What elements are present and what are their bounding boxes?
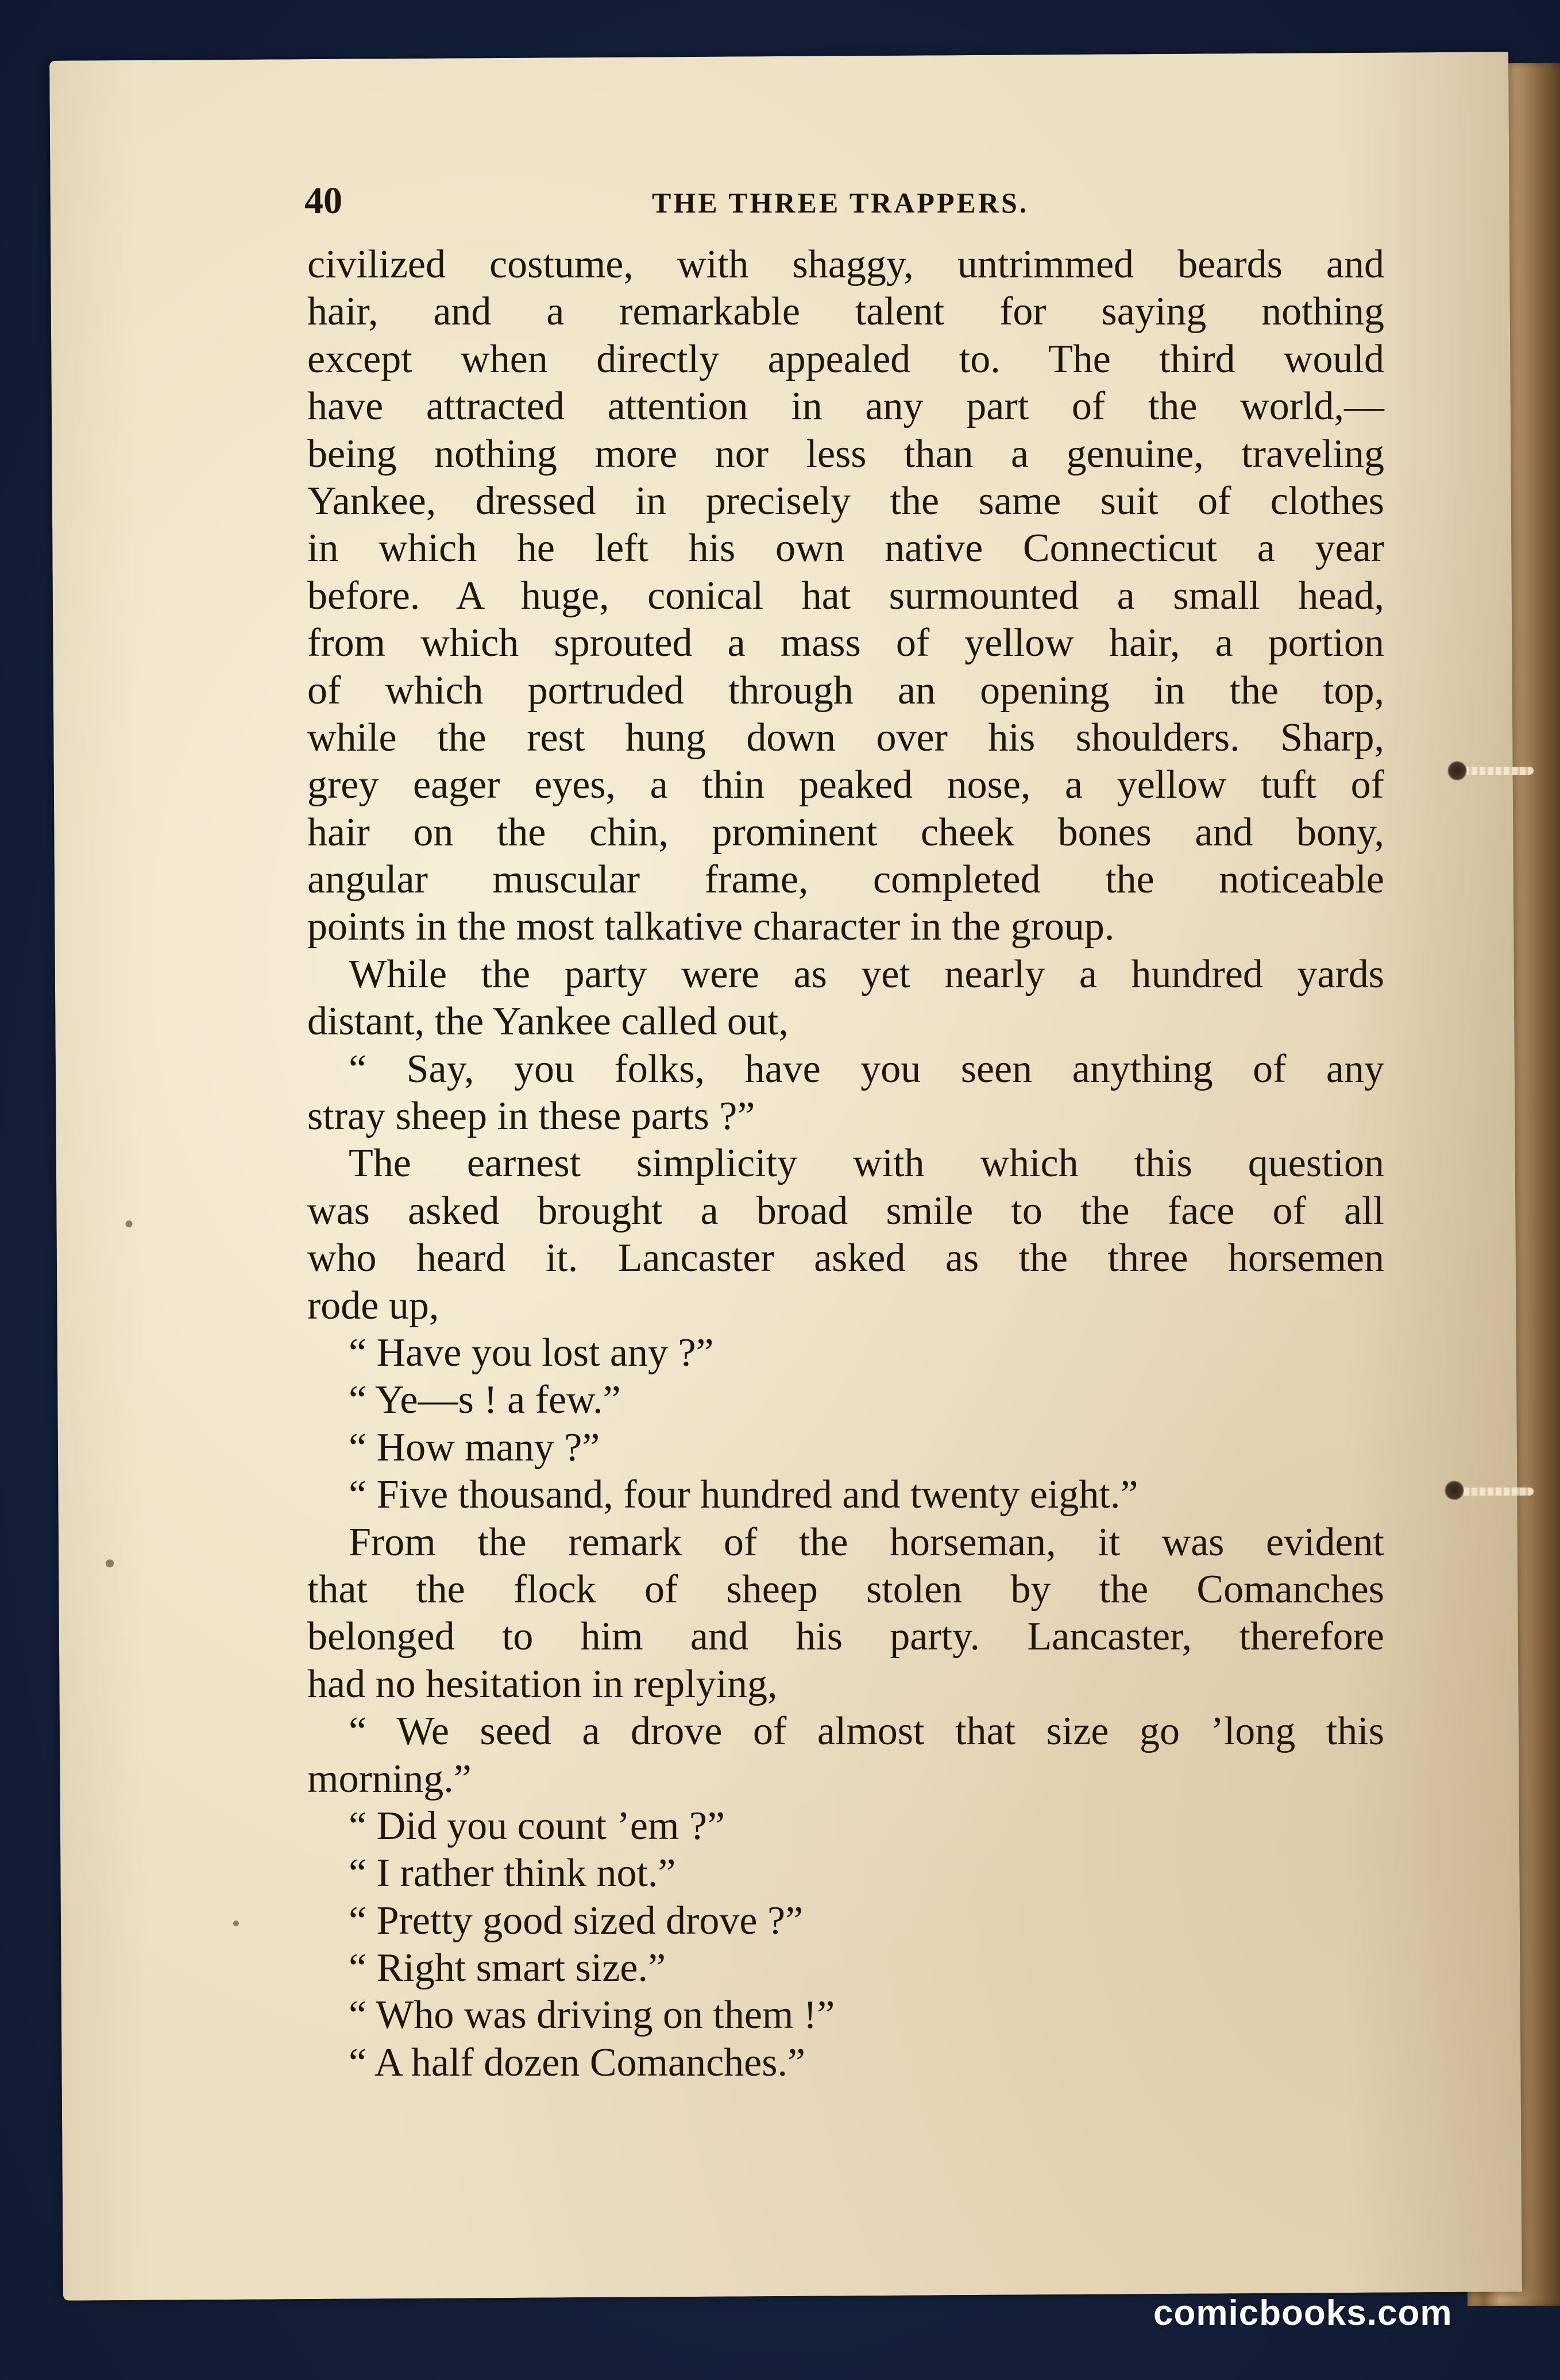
text-line: The earnest simplicity with which this question	[349, 1141, 1384, 1186]
text-line: while the rest hung down over his shoulders. Sharp,	[307, 715, 1384, 760]
binding-knot	[1445, 1481, 1464, 1500]
text-line: points in the most talkative character in the group.	[307, 905, 1115, 949]
text-line: morning.”	[307, 1756, 472, 1801]
body-text	[307, 241, 1384, 2087]
text-line: except when directly appealed to. The third would	[307, 337, 1384, 381]
text-line: While the party were as yet nearly a hundred yards	[349, 952, 1384, 996]
running-head: THE THREE TRAPPERS.	[652, 187, 1029, 219]
page-header	[304, 179, 1396, 225]
text-line: From the remark of the horseman, it was evident	[349, 1520, 1384, 1564]
text-line: distant, the Yankee called out,	[307, 999, 789, 1044]
text-line: “ A half dozen Comanches.”	[349, 2040, 806, 2085]
text-line: “ Did you count ’em ?”	[349, 1803, 725, 1848]
paper-speck	[125, 1220, 132, 1227]
text-line: have attracted attention in any part of the world,—	[307, 384, 1384, 429]
text-line: “ Say, you folks, have you seen anything of any	[349, 1046, 1384, 1091]
text-line: before. A huge, conical hat surmounted a small head,	[307, 573, 1384, 618]
text-line: angular muscular frame, completed the noticeable	[307, 857, 1384, 902]
page-number: 40	[304, 180, 342, 222]
text-line: Yankee, dressed in precisely the same suit of clothes	[307, 478, 1384, 523]
text-line: being nothing more nor less than a genuine, traveling	[307, 431, 1384, 476]
text-line: hair on the chin, prominent cheek bones and bony,	[307, 810, 1384, 855]
site-watermark: comicbooks.com	[1153, 2293, 1453, 2333]
paper-speck	[233, 1921, 239, 1926]
text-line: in which he left his own native Connecticut a year	[307, 526, 1384, 571]
text-line: “ We seed a drove of almost that size go ’long this	[349, 1709, 1384, 1754]
text-line: “ How many ?”	[349, 1425, 600, 1470]
text-line: who heard it. Lancaster asked as the three horsemen	[307, 1236, 1384, 1281]
text-line: hair, and a remarkable talent for saying nothing	[307, 289, 1384, 334]
text-line: “ Right smart size.”	[349, 1946, 666, 1991]
text-line: “ Who was driving on them !”	[349, 1993, 835, 2038]
text-line: stray sheep in these parts ?”	[307, 1094, 755, 1139]
text-line: grey eager eyes, a thin peaked nose, a yellow tuft of	[307, 763, 1384, 808]
text-line: “ Pretty good sized drove ?”	[349, 1898, 804, 1943]
text-line: that the flock of sheep stolen by the Comanches	[307, 1567, 1384, 1612]
text-line: had no hesitation in replying,	[307, 1662, 778, 1706]
text-line: rode up,	[307, 1283, 439, 1328]
text-line: “ Five thousand, four hundred and twenty eight.”	[349, 1473, 1138, 1517]
binding-knot	[1447, 761, 1467, 781]
text-line: of which portruded through an opening in the top,	[307, 668, 1384, 713]
text-line: from which sprouted a mass of yellow hair, a portion	[307, 621, 1384, 666]
text-line: “ Have you lost any ?”	[349, 1330, 714, 1375]
text-line: “ I rather think not.”	[349, 1851, 676, 1896]
text-line: civilized costume, with shaggy, untrimmed beards and	[307, 242, 1384, 287]
text-line: “ Ye—s ! a few.”	[349, 1378, 621, 1423]
text-line: belonged to him and his party. Lancaster, therefore	[307, 1614, 1384, 1659]
text-line: was asked brought a broad smile to the face of all	[307, 1188, 1384, 1233]
paper-speck	[106, 1559, 114, 1567]
